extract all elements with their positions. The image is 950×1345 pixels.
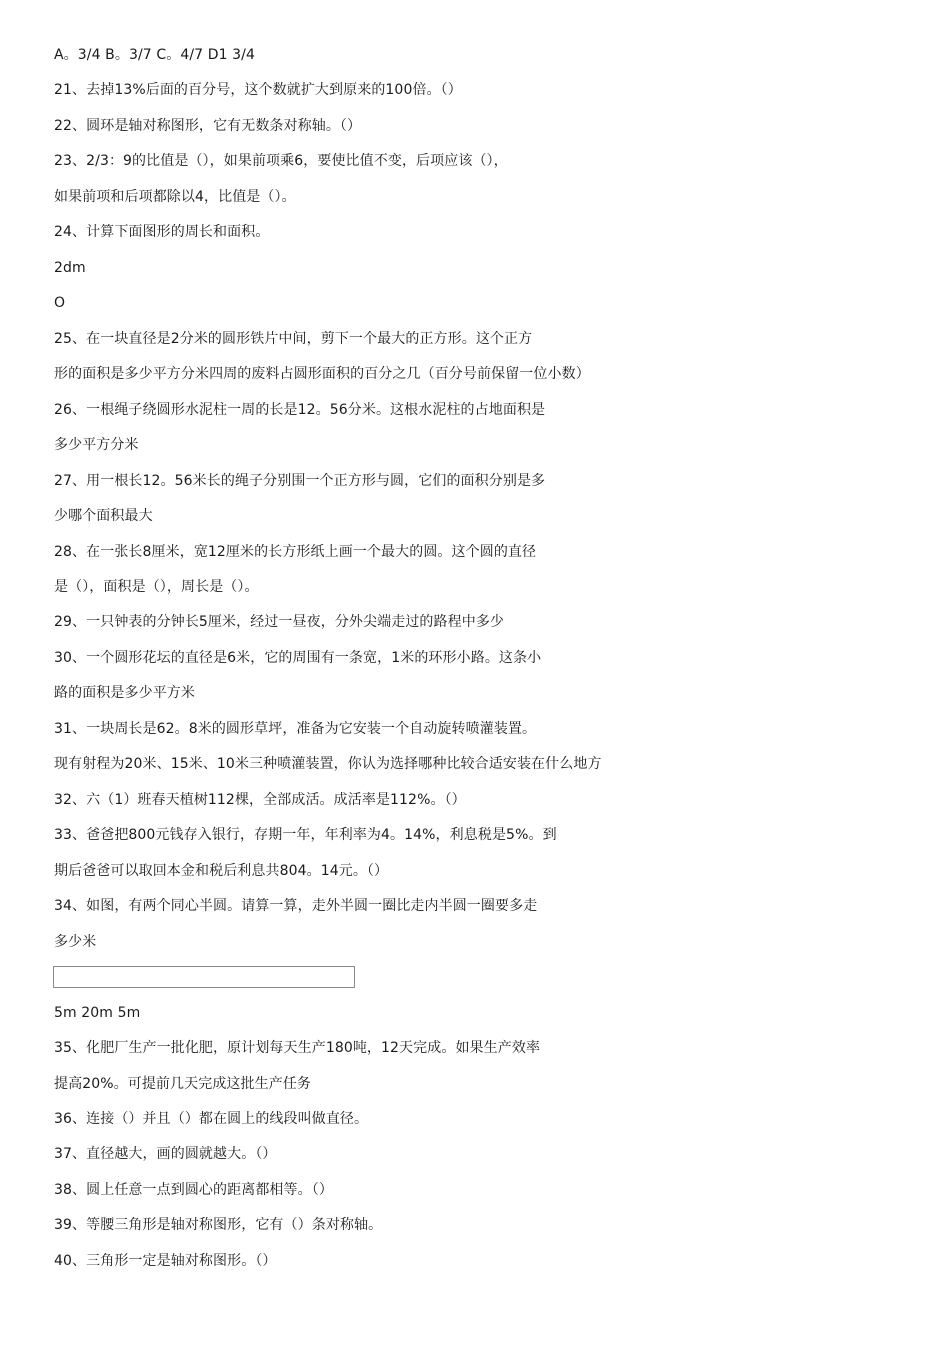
question-28-continued: 是（），面积是（），周长是（）。 bbox=[54, 579, 259, 595]
question-38: 38、圆上任意一点到圆心的距离都相等。（） bbox=[54, 1182, 333, 1198]
question-34-continued: 多少米 bbox=[54, 934, 97, 950]
question-31-continued: 现有射程为20米、15米、10米三种喷灌装置，你认为选择哪种比较合适安装在什么地方 bbox=[54, 756, 602, 772]
choice-options-line: A。3/4 B。3/7 C。4/7 D1 3/4 bbox=[54, 47, 255, 63]
question-26-continued: 多少平方分米 bbox=[54, 437, 139, 453]
question-25: 25、在一块直径是2分米的圆形铁片中间，剪下一个最大的正方形。这个正方 bbox=[54, 331, 533, 347]
question-35: 35、化肥厂生产一批化肥，原计划每天生产180吨，12天完成。如果生产效率 bbox=[54, 1040, 541, 1056]
question-30: 30、一个圆形花坛的直径是6米，它的周围有一条宽，1米的环形小路。这条小 bbox=[54, 650, 542, 666]
question-39: 39、等腰三角形是轴对称图形，它有（）条对称轴。 bbox=[54, 1217, 383, 1233]
question-23: 23、2/3：9的比值是（），如果前项乘6，要使比值不变，后项应该（）， bbox=[54, 153, 508, 169]
question-28: 28、在一张长8厘米，宽12厘米的长方形纸上画一个最大的圆。这个圆的直径 bbox=[54, 544, 537, 560]
question-25-continued: 形的面积是多少平方分米四周的废料占圆形面积的百分之几（百分号前保留一位小数） bbox=[54, 366, 590, 382]
question-27-continued: 少哪个面积最大 bbox=[54, 508, 153, 524]
question-21: 21、去掉13%后面的百分号，这个数就扩大到原来的100倍。（） bbox=[54, 82, 462, 98]
question-27: 27、用一根长12。56米长的绳子分别围一个正方形与圆，它们的面积分别是多 bbox=[54, 473, 546, 489]
question-23-continued: 如果前项和后项都除以4，比值是（）。 bbox=[54, 189, 296, 205]
question-36: 36、连接（）并且（）都在圆上的线段叫做直径。 bbox=[54, 1111, 369, 1127]
question-24: 24、计算下面图形的周长和面积。 bbox=[54, 224, 270, 240]
question-33: 33、爸爸把800元钱存入银行，存期一年，年利率为4。14%，利息税是5%。到 bbox=[54, 827, 557, 843]
question-34: 34、如图，有两个同心半圆。请算一算，走外半圆一圈比走内半圆一圈要多走 bbox=[54, 898, 538, 914]
question-22: 22、圆环是轴对称图形，它有无数条对称轴。（） bbox=[54, 118, 362, 134]
question-37: 37、直径越大，画的圆就越大。（） bbox=[54, 1146, 277, 1162]
figure-dimension-labels: 5m 20m 5m bbox=[54, 1005, 141, 1021]
figure-placeholder-box bbox=[53, 966, 355, 988]
question-31: 31、一块周长是62。8米的圆形草坪，准备为它安装一个自动旋转喷灌装置。 bbox=[54, 721, 537, 737]
figure-label-o: O bbox=[54, 295, 66, 311]
figure-label-2dm: 2dm bbox=[54, 260, 86, 276]
question-32: 32、六（1）班春天植树112棵，全部成活。成活率是112%。（） bbox=[54, 792, 466, 808]
question-35-continued: 提高20%。可提前几天完成这批生产任务 bbox=[54, 1076, 312, 1092]
question-29: 29、一只钟表的分钟长5厘米，经过一昼夜，分外尖端走过的路程中多少 bbox=[54, 614, 505, 630]
question-26: 26、一根绳子绕圆形水泥柱一周的长是12。56分米。这根水泥柱的占地面积是 bbox=[54, 402, 546, 418]
question-33-continued: 期后爸爸可以取回本金和税后利息共804。14元。（） bbox=[54, 863, 389, 879]
question-30-continued: 路的面积是多少平方米 bbox=[54, 685, 195, 701]
question-40: 40、三角形一定是轴对称图形。（） bbox=[54, 1253, 277, 1269]
